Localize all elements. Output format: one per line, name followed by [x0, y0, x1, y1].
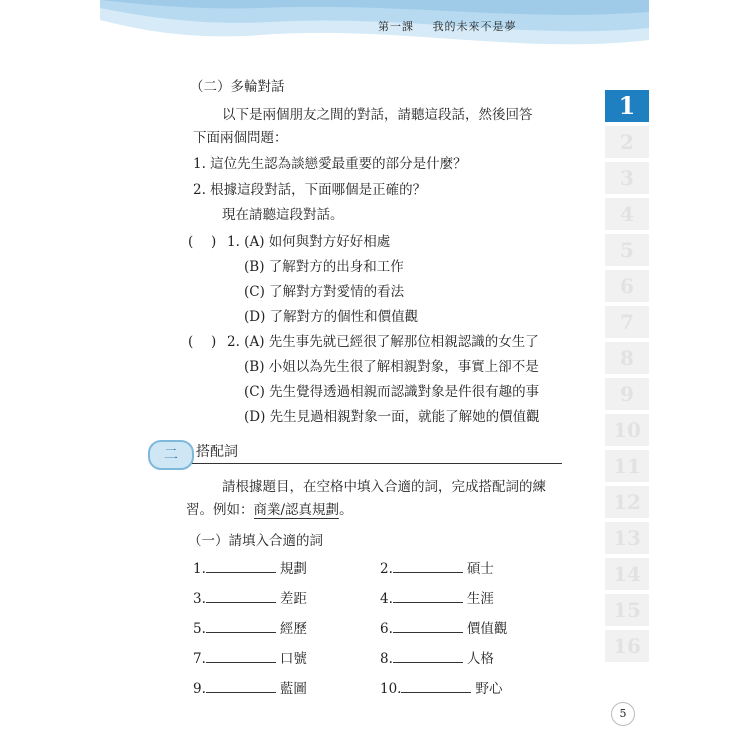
fill-item [193, 648, 307, 668]
fill-item [193, 588, 307, 608]
fill-item-number: 8. [380, 651, 393, 667]
chapter-tab-4[interactable]: 4 [605, 198, 649, 234]
fill-item-word: 藍圖 [279, 681, 307, 697]
section-instruction-line2 [186, 501, 353, 519]
fill-item [380, 558, 494, 578]
fill-blank[interactable] [206, 558, 276, 573]
part2-intro-line2: 下面兩個問題： [193, 130, 288, 146]
section-title: 搭配詞 [196, 444, 238, 460]
chapter-tab-2[interactable]: 2 [605, 126, 649, 162]
fill-item-number: 5. [193, 621, 206, 637]
fill-item-number: 6. [380, 621, 393, 637]
fill-blank[interactable] [206, 648, 276, 663]
item2-option-c: (C) 先生覺得透過相親而認識對象是件很有趣的事 [244, 384, 540, 400]
chapter-tab-5[interactable]: 5 [605, 234, 649, 270]
header-title: 我的未來不是夢 [432, 20, 517, 33]
fill-item [380, 648, 494, 668]
page-number: 5 [611, 702, 635, 726]
fill-blank[interactable] [206, 618, 276, 633]
fill-item-number: 10. [380, 681, 402, 697]
fill-item [380, 588, 494, 608]
answer-blank-1[interactable]: ( ) [188, 234, 217, 250]
fill-blank[interactable] [393, 648, 463, 663]
fill-item-number: 1. [193, 561, 206, 577]
fill-blank[interactable] [206, 588, 276, 603]
fill-sub-heading: （一）請填入合適的詞 [188, 533, 323, 549]
item1-option-c: (C) 了解對方對愛情的看法 [244, 284, 405, 300]
fill-item-word: 差距 [279, 591, 307, 607]
fill-item-word: 野心 [475, 681, 503, 697]
fill-item-number: 7. [193, 651, 206, 667]
chapter-tab-8[interactable]: 8 [605, 342, 649, 378]
instr-suffix: 。 [339, 502, 353, 518]
fill-item-word: 人格 [466, 651, 494, 667]
fill-blank[interactable] [393, 558, 463, 573]
fill-blank[interactable] [401, 678, 471, 693]
answer-blank-2[interactable]: ( ) [188, 334, 217, 350]
fill-blank[interactable] [206, 678, 276, 693]
part2-heading: （二）多輪對話 [190, 79, 285, 95]
item2-option-d: (D) 先生見過相親對象一面，就能了解她的價值觀 [244, 409, 540, 425]
item1-option-b: (B) 了解對方的出身和工作 [244, 259, 404, 275]
chapter-tab-15[interactable]: 15 [605, 594, 649, 630]
chapter-tab-10[interactable]: 10 [605, 414, 649, 450]
item1-option-a: 1. (A) 如何與對方好好相處 [227, 234, 391, 250]
item2-option-a: 2. (A) 先生事先就已經很了解那位相親認識的女生了 [227, 334, 539, 350]
fill-item-number: 9. [193, 681, 206, 697]
chapter-tab-14[interactable]: 14 [605, 558, 649, 594]
chapter-tab-16[interactable]: 16 [605, 630, 649, 666]
fill-item-word: 規劃 [279, 561, 307, 577]
section-instruction-line1: 請根據題目，在空格中填入合適的詞，完成搭配詞的練 [222, 479, 546, 495]
chapter-tab-13[interactable]: 13 [605, 522, 649, 558]
chapter-tab-12[interactable]: 12 [605, 486, 649, 522]
section-badge: 二 [148, 440, 194, 470]
chapter-tab-1[interactable]: 1 [605, 90, 649, 126]
fill-blank[interactable] [393, 618, 463, 633]
fill-item-word: 碩士 [466, 561, 494, 577]
fill-item-word: 經歷 [279, 621, 307, 637]
running-header [378, 18, 531, 34]
chapter-tab-6[interactable]: 6 [605, 270, 649, 306]
header-wave-decoration [100, 0, 649, 70]
fill-item [193, 558, 307, 578]
item1-option-d: (D) 了解對方的個性和價值觀 [244, 309, 419, 325]
fill-item [193, 618, 307, 638]
chapter-tab-11[interactable]: 11 [605, 450, 649, 486]
listen-instruction: 現在請聽這段對話。 [222, 207, 344, 223]
fill-item-word: 生涯 [466, 591, 494, 607]
question-2: 2. 根據這段對話，下面哪個是正確的？ [193, 182, 427, 198]
fill-blank[interactable] [393, 588, 463, 603]
header-lesson: 第一課 [378, 20, 414, 33]
instr-prefix: 習。例如： [186, 502, 254, 518]
section-underline [192, 463, 562, 464]
fill-item-number: 3. [193, 591, 206, 607]
fill-item-word: 口號 [279, 651, 307, 667]
chapter-tab-9[interactable]: 9 [605, 378, 649, 414]
chapter-tab-7[interactable]: 7 [605, 306, 649, 342]
fill-item-number: 4. [380, 591, 393, 607]
fill-item [380, 678, 502, 698]
chapter-tab-3[interactable]: 3 [605, 162, 649, 198]
fill-item-word: 價值觀 [466, 621, 508, 637]
part2-intro-line1: 以下是兩個朋友之間的對話，請聽這段話，然後回答 [222, 107, 533, 123]
item2-option-b: (B) 小姐以為先生很了解相親對象，事實上卻不是 [244, 359, 539, 375]
fill-item-number: 2. [380, 561, 393, 577]
fill-item [380, 618, 507, 638]
question-1: 1. 這位先生認為談戀愛最重要的部分是什麼？ [193, 156, 467, 172]
example-text: 商業/認真規劃 [253, 502, 340, 518]
fill-item [193, 678, 307, 698]
